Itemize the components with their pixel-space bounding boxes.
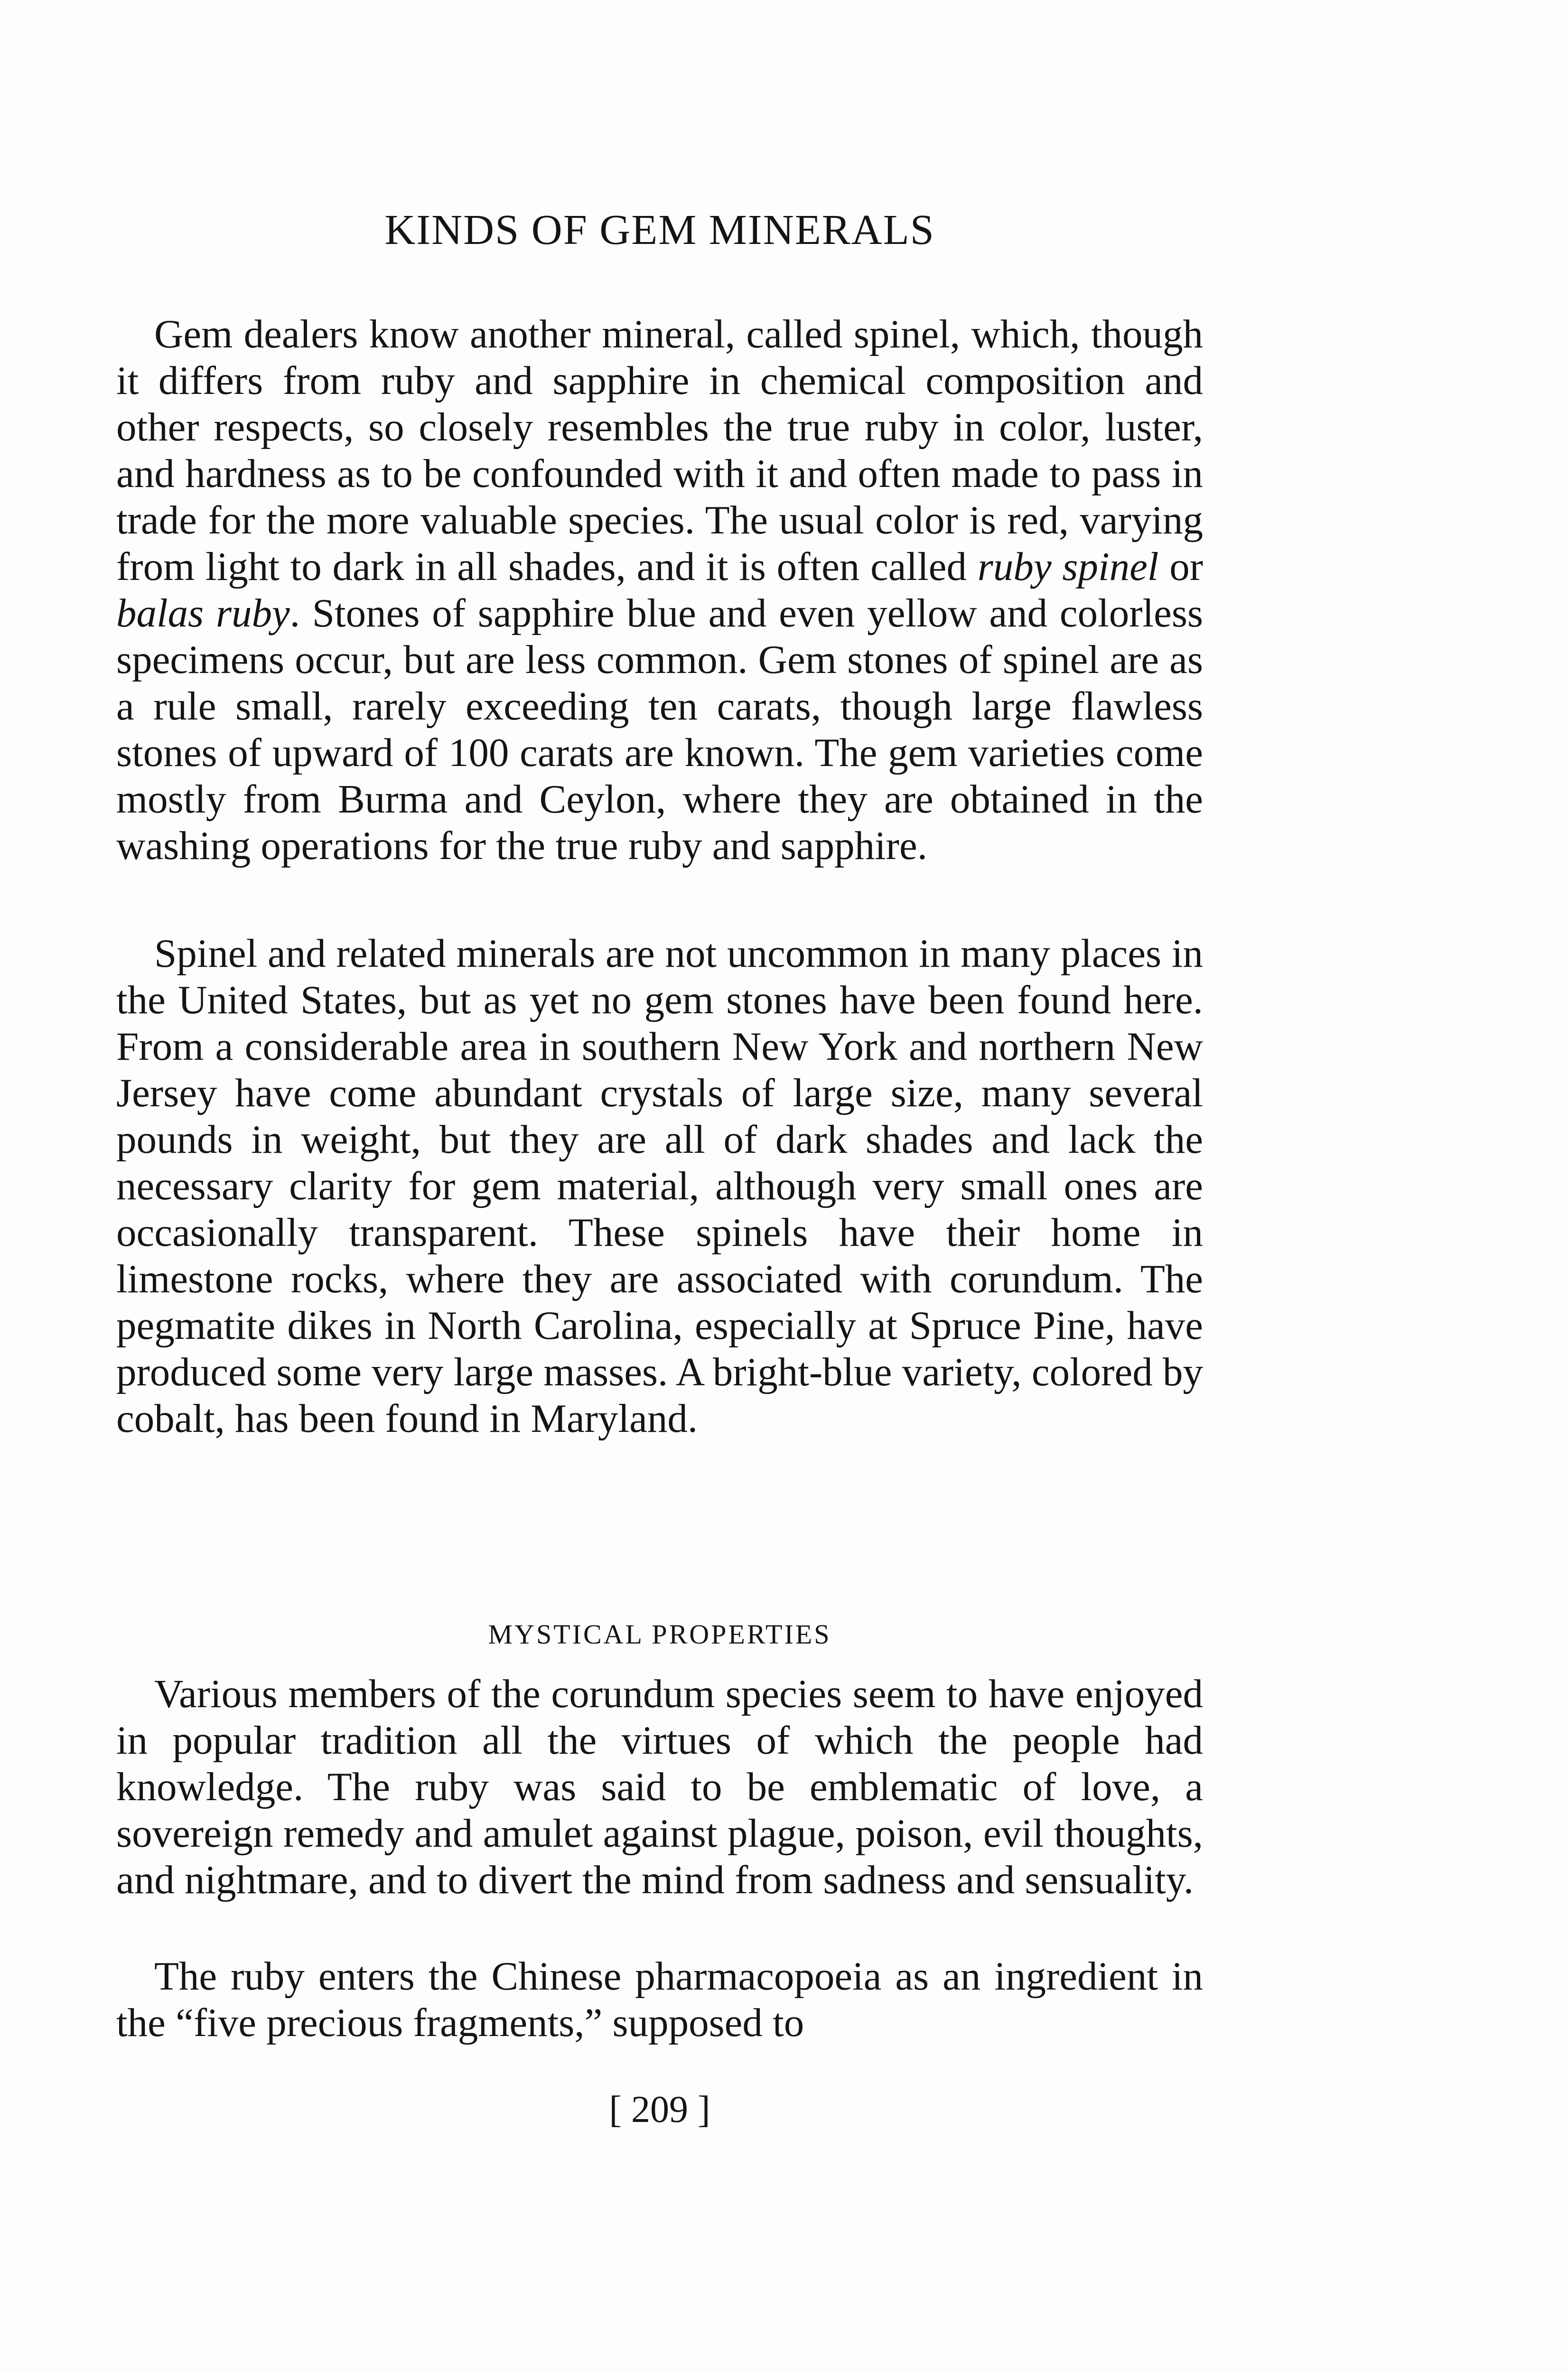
running-head: KINDS OF GEM MINERALS (384, 206, 935, 253)
paragraph-chinese-pharmacopoeia: The ruby enters the Chinese pharmacopoeia as an ingredient in the “five precious fragments,” supposed to (116, 1954, 1203, 2045)
italic-term-balas-ruby: balas ruby (116, 591, 290, 635)
paragraph-mystical-virtues: Various members of the corundum species seem to have enjoyed in popular tradition all the virtues of which the people had knowledge. The ruby was said to be emblematic of love, a sovereign remedy and amulet against plague, poison, evil thoughts, and nightmare, and to divert the mind from sadness and sensuality. (116, 1672, 1203, 1902)
page-number: [ 209 ] (609, 2089, 710, 2130)
paragraph-spinel-united-states: Spinel and related minerals are not uncommon in many places in the United States, but as yet no gem stones have been found here. From a considerable area in southern New York and northern New Jersey have come abundant crystals of large size, many several pounds in weight, but they are all of dark shades and lack the necessary clarity for gem material, although very small ones are occasionally transparent. These spinels have their home in limestone rocks, where they are associated with corundum. The pegmatite dikes in North Carolina, especially at Spruce Pine, have produced some very large masses. A bright-blue variety, colored by cobalt, has been found in Maryland. (116, 931, 1203, 1441)
paragraph-text: or (1158, 544, 1204, 589)
italic-term-ruby-spinel: ruby spinel (977, 544, 1159, 589)
paragraph-text: . Stones of sapphire blue and even yellow and colorless specimens occur, but are less common. Gem stones of spinel are as a rule small, rarely exceeding ten carats, though large flawless stones of upward of 100 carats are known. The gem varieties come mostly from Burma and Ceylon, where they are obtained in the washing operations for the true ruby and sapphire. (116, 591, 1204, 868)
paragraph-spinel-intro (116, 311, 1203, 869)
paragraph-text: Gem dealers know another mineral, called spinel, which, though it differs from ruby and sapphire in chemical composition and other respects, so closely resembles the true ruby in color, luster, and hardness as to be confounded with it and often made to pass in trade for the more valuable species. The usual color is red, varying from light to dark in all shades, and it is often called (116, 312, 1203, 589)
section-heading: MYSTICAL PROPERTIES (488, 1619, 831, 1650)
